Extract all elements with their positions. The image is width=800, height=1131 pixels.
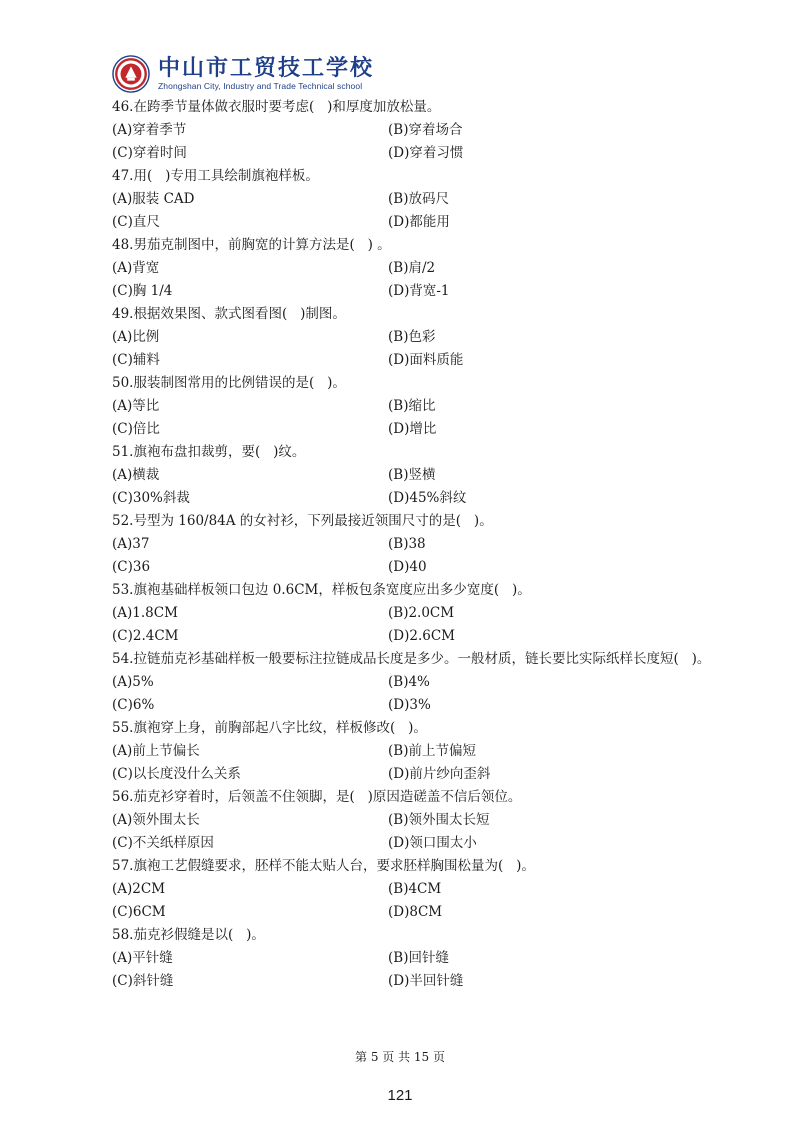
answer-option: (C)倍比: [112, 421, 160, 437]
question-item: [112, 96, 712, 165]
answer-option: (B)4%: [388, 674, 430, 690]
answer-option: (A)2CM: [112, 881, 166, 897]
question-text: 47.用( )专用工具绘制旗袍样板。: [112, 168, 319, 184]
answer-option: (A)37: [112, 536, 150, 552]
answer-option: (D)8CM: [388, 904, 443, 920]
answer-option: (C)斜针缝: [112, 973, 174, 989]
answer-option: (A)前上节偏长: [112, 743, 200, 759]
answer-option: (C)30%斜裁: [112, 490, 190, 506]
answer-option: (B)前上节偏短: [388, 743, 476, 759]
school-header: [112, 52, 374, 96]
question-item: [112, 579, 712, 648]
options-grid: [112, 188, 712, 234]
answer-option: (B)放码尺: [388, 191, 449, 207]
page-indicator: 第 5 页 共 15 页: [355, 1050, 445, 1064]
answer-option: (A)等比: [112, 398, 160, 414]
question-item: [112, 717, 712, 786]
answer-option: (B)缩比: [388, 398, 436, 414]
question-item: [112, 441, 712, 510]
answer-option: (C)穿着时间: [112, 145, 187, 161]
answer-option: (D)2.6CM: [388, 628, 455, 644]
question-text: 54.拉链茄克衫基础样板一般要标注拉链成品长度是多少。一般材质，链长要比实际纸样长度短( )。: [112, 651, 711, 667]
school-name: 中山市工贸技工学校: [158, 55, 375, 81]
question-text: 48.男茄克制图中，前胸宽的计算方法是( ) 。: [112, 237, 391, 253]
answer-option: (A)1.8CM: [112, 605, 178, 621]
question-item: [112, 648, 712, 717]
answer-option: (C)直尺: [112, 214, 160, 230]
answer-option: (C)2.4CM: [112, 628, 179, 644]
answer-option: (D)背宽-1: [388, 283, 450, 299]
question-text: 52.号型为 160/84A 的女衬衫，下列最接近领围尺寸的是( )。: [112, 513, 493, 529]
answer-option: (C)6%: [112, 697, 155, 713]
question-item: [112, 234, 712, 303]
answer-option: (B)色彩: [388, 329, 436, 345]
answer-option: (D)面料质能: [388, 352, 464, 368]
answer-option: (C)不关纸样原因: [112, 835, 214, 851]
question-text: 49.根据效果图、款式图看图( )制图。: [112, 306, 346, 322]
options-grid: [112, 464, 712, 510]
answer-option: (B)领外围太长短: [388, 812, 490, 828]
answer-option: (A)平针缝: [112, 950, 173, 966]
options-grid: [112, 257, 712, 303]
options-grid: [112, 395, 712, 441]
answer-option: (D)都能用: [388, 214, 450, 230]
answer-option: (D)增比: [388, 421, 437, 437]
options-grid: [112, 947, 712, 993]
question-text: 56.茄克衫穿着时，后领盖不住领脚，是( )原因造磋盖不信后领位。: [112, 789, 522, 805]
answer-option: (A)比例: [112, 329, 160, 345]
answer-option: (B)2.0CM: [388, 605, 455, 621]
answer-option: (B)4CM: [388, 881, 442, 897]
question-text: 50.服装制图常用的比例错误的是( )。: [112, 375, 346, 391]
answer-option: (D)3%: [388, 697, 431, 713]
answer-option: (C)6CM: [112, 904, 166, 920]
question-item: [112, 165, 712, 234]
answer-option: (A)穿着季节: [112, 122, 187, 138]
question-item: [112, 924, 712, 993]
options-grid: [112, 671, 712, 717]
school-title-block: [158, 57, 374, 92]
question-text: 58.茄克衫假缝是以( )。: [112, 927, 265, 943]
answer-option: (B)肩/2: [388, 260, 436, 276]
question-item: [112, 855, 712, 924]
answer-option: (A)背宽: [112, 260, 160, 276]
answer-option: (C)辅料: [112, 352, 160, 368]
options-grid: [112, 326, 712, 372]
options-grid: [112, 740, 712, 786]
question-item: [112, 303, 712, 372]
options-grid: [112, 119, 712, 165]
options-grid: [112, 602, 712, 648]
answer-option: (A)横裁: [112, 467, 160, 483]
options-grid: [112, 878, 712, 924]
answer-option: (D)40: [388, 559, 427, 575]
answer-option: (A)领外围太长: [112, 812, 200, 828]
question-item: [112, 510, 712, 579]
school-name-english: Zhongshan City, Industry and Trade Technical school: [158, 80, 363, 91]
answer-option: (C)以长度没什么关系: [112, 766, 241, 782]
answer-option: (B)竖横: [388, 467, 436, 483]
answer-option: (D)45%斜纹: [388, 490, 467, 506]
question-item: [112, 372, 712, 441]
answer-option: (D)穿着习惯: [388, 145, 464, 161]
answer-option: (B)回针缝: [388, 950, 449, 966]
question-text: 53.旗袍基础样板领口包边 0.6CM，样板包条宽度应出多少宽度( )。: [112, 582, 531, 598]
answer-option: (B)38: [388, 536, 426, 552]
question-text: 57.旗袍工艺假缝要求，胚样不能太贴人台，要求胚样胸围松量为( )。: [112, 858, 535, 874]
question-item: [112, 786, 712, 855]
page-number: 121: [387, 1087, 413, 1104]
options-grid: [112, 533, 712, 579]
answer-option: (D)半回针缝: [388, 973, 464, 989]
school-emblem-icon: [112, 55, 150, 93]
answer-option: (C)36: [112, 559, 151, 575]
question-list: [112, 96, 712, 993]
answer-option: (A)服装 CAD: [112, 191, 195, 207]
answer-option: (B)穿着场合: [388, 122, 463, 138]
question-text: 51.旗袍布盘扣裁剪，要( )纹。: [112, 444, 306, 460]
question-text: 55.旗袍穿上身，前胸部起八字比纹，样板修改( )。: [112, 720, 427, 736]
answer-option: (D)领口围太小: [388, 835, 477, 851]
options-grid: [112, 809, 712, 855]
answer-option: (D)前片纱向歪斜: [388, 766, 491, 782]
question-text: 46.在跨季节量体做衣服时要考虑( )和厚度加放松量。: [112, 99, 441, 115]
answer-option: (C)胸 1/4: [112, 283, 173, 299]
answer-option: (A)5%: [112, 674, 154, 690]
